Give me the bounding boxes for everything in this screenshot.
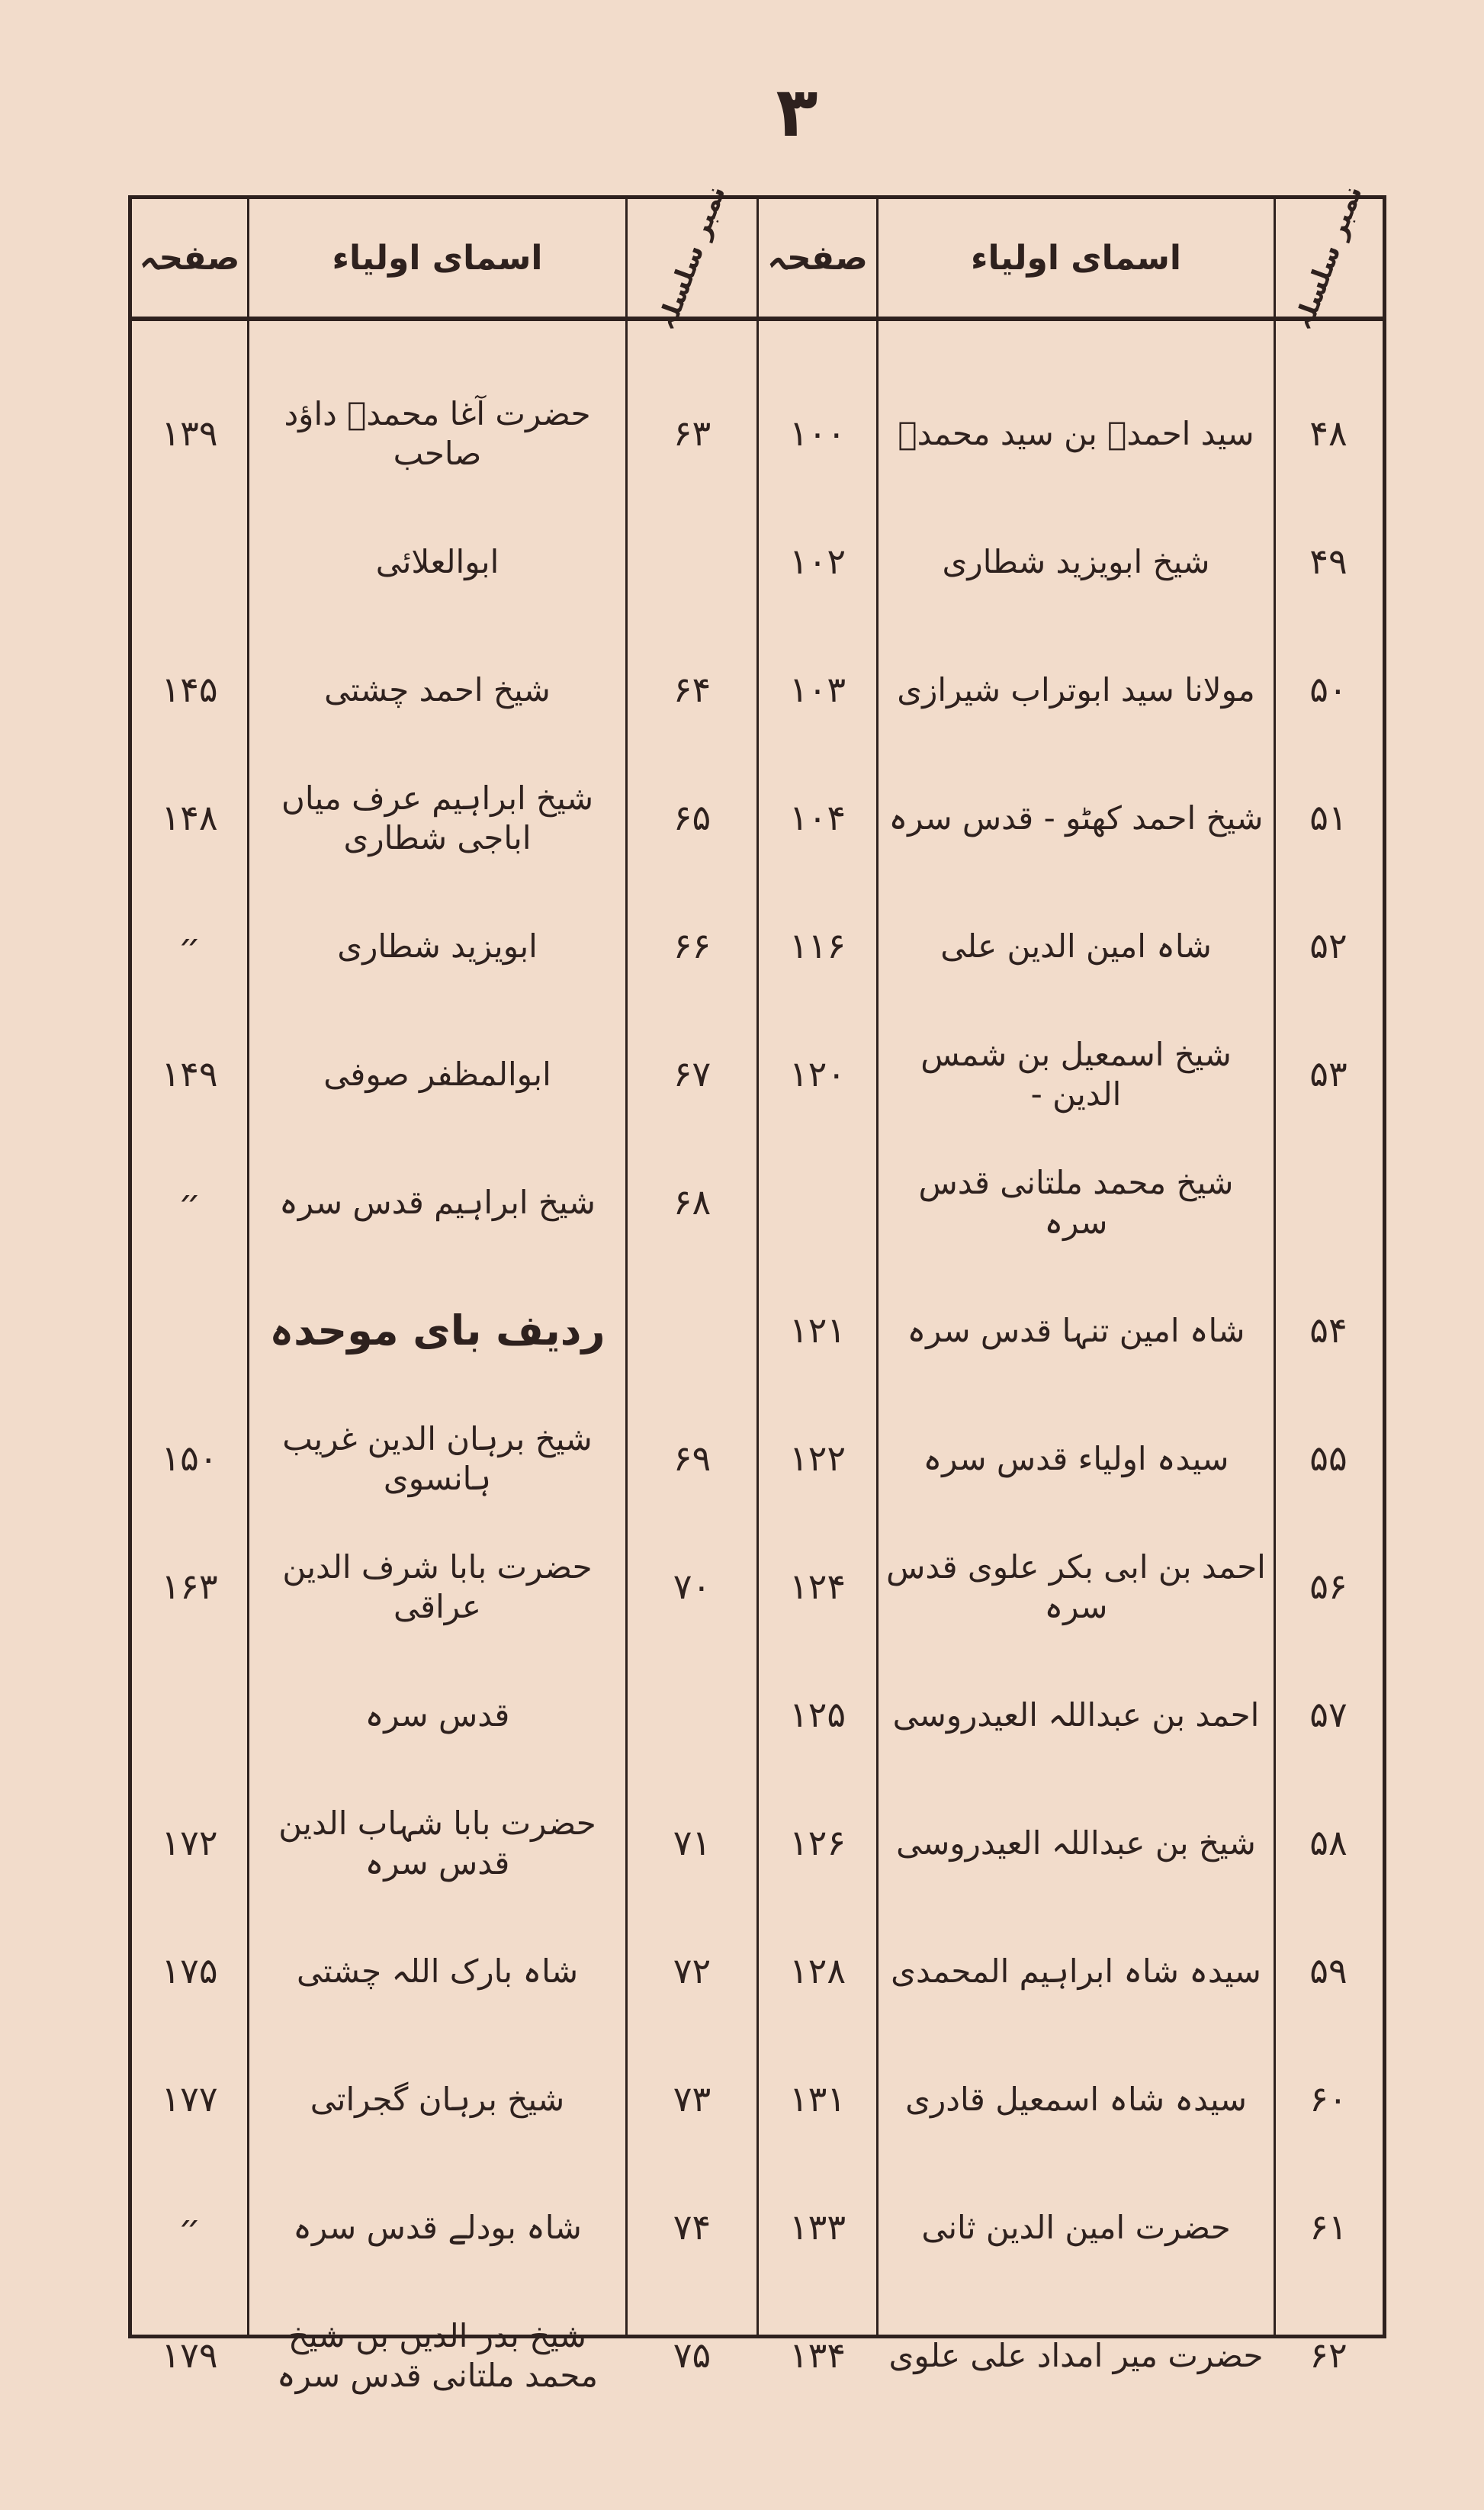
table-row — [132, 498, 1383, 626]
cell-right-serial: ۶۲ — [1309, 2335, 1347, 2377]
cell-right-serial: ۵۲ — [1309, 925, 1347, 967]
cell-right-page: ۱۰۰ — [789, 413, 846, 455]
cell-left-name: قدس سرہ — [365, 1695, 510, 1734]
cell-right-serial: ۵۸ — [1309, 1822, 1347, 1864]
header-names-right: اسمای اولیاء — [876, 199, 1274, 317]
cell-left-page: ۱۷۵ — [161, 1950, 218, 1992]
cell-left-serial: ۶۷ — [673, 1053, 711, 1095]
cell-left-page: ۱۵۰ — [161, 1438, 218, 1480]
cell-left-serial: ۶۳ — [673, 413, 711, 455]
cell-right-serial: ۵۶ — [1309, 1566, 1347, 1608]
cell-left-page: ۱۳۹ — [161, 413, 218, 455]
cell-right-name: احمد بن عبداللہ العیدروسی — [892, 1695, 1260, 1734]
cell-right-name: مولانا سید ابوتراب شیرازی — [897, 670, 1255, 709]
header-page-right: صفحہ — [756, 199, 876, 317]
cell-left-name: ابوالمظفر صوفی — [323, 1055, 551, 1093]
table-row — [132, 370, 1383, 498]
cell-left-page — [132, 1651, 247, 1779]
cell-right-page: ۱۳۴ — [789, 2335, 846, 2377]
cell-left-serial: ۷۳ — [673, 2078, 711, 2120]
cell-right-name: شاہ امین تنہا قدس سرہ — [907, 1311, 1245, 1349]
cell-right-name: سیدہ شاہ اسمعیل قادری — [905, 2080, 1247, 2118]
cell-right-serial: ۶۰ — [1309, 2078, 1347, 2120]
cell-left-name: شیخ برہان گجراتی — [310, 2080, 565, 2118]
cell-left-name: شاہ بارک اللہ چشتی — [296, 1952, 579, 1990]
cell-left-serial: ۷۲ — [673, 1950, 711, 1992]
cell-right-page: ۱۰۲ — [789, 541, 846, 583]
cell-left-name: شیخ برہان الدین غریب ہانسوی — [282, 1419, 593, 1497]
cell-right-name: شیخ ابویزید شطاری — [942, 542, 1210, 580]
table-row — [132, 1907, 1383, 2036]
cell-right-page: ۱۰۳ — [789, 669, 846, 711]
cell-right-name: شیخ احمد کھٹو - قدس سرہ — [888, 799, 1264, 837]
cell-left-page: ۱۴۵ — [161, 669, 218, 711]
cell-right-serial: ۴۹ — [1309, 541, 1347, 583]
cell-left-name: شیخ ابراہیم قدس سرہ — [279, 1183, 596, 1221]
table-row — [132, 2292, 1383, 2420]
cell-left-name: شیخ ابراہیم عرف میاں اباجی شطاری — [281, 779, 594, 856]
cell-left-serial — [625, 1651, 756, 1779]
table-row — [132, 2164, 1383, 2292]
cell-right-serial: ۵۰ — [1309, 669, 1347, 711]
cell-right-page: ۱۱۶ — [789, 925, 846, 967]
cell-left-page: ۱۷۷ — [161, 2078, 218, 2120]
cell-left-name: ردیف بای موحدہ — [269, 1306, 605, 1355]
cell-right-serial: ۵۴ — [1309, 1310, 1347, 1351]
cell-right-page: ۱۳۳ — [789, 2206, 846, 2248]
cell-right-serial: ۵۱ — [1309, 797, 1347, 839]
cell-right-name: حضرت میر امداد علی علوی — [888, 2336, 1264, 2374]
table-row — [132, 1651, 1383, 1779]
cell-left-serial: ۶۹ — [673, 1438, 711, 1480]
cell-right-page: ۱۲۰ — [789, 1053, 846, 1095]
cell-left-page — [132, 498, 247, 626]
cell-right-serial: ۵۹ — [1309, 1950, 1347, 1992]
contents-table — [128, 181, 1386, 2394]
cell-right-page: ۱۲۱ — [789, 1310, 846, 1351]
cell-left-serial: ۷۱ — [673, 1822, 711, 1864]
cell-left-name: شاہ بودلے قدس سرہ — [293, 2208, 582, 2246]
cell-right-serial: ۵۵ — [1309, 1438, 1347, 1480]
cell-left-name: شیخ احمد چشتی — [324, 670, 551, 709]
cell-right-name: سیدہ شاہ ابراہیم المحمدی — [891, 1952, 1261, 1990]
cell-right-page: ۱۲۲ — [789, 1438, 846, 1480]
table-row — [132, 1139, 1383, 1267]
header-serial-left-label: نمبر سلسلہ — [651, 181, 732, 334]
table-body — [132, 317, 1383, 2394]
header-serial-right — [1274, 181, 1381, 334]
cell-right-name: شیخ محمد ملتانی قدس سرہ — [918, 1163, 1234, 1241]
cell-right-name: سید احمدؒ بن سید محمدؒ — [898, 414, 1254, 452]
cell-left-serial: ۷۴ — [673, 2206, 711, 2248]
cell-right-serial: ۵۳ — [1309, 1053, 1347, 1095]
table-row — [132, 1011, 1383, 1139]
cell-right-name: سیدہ اولیاء قدس سرہ — [923, 1439, 1229, 1477]
cell-left-page: ״ — [178, 2206, 201, 2248]
cell-left-name: حضرت بابا شرف الدین عراقی — [282, 1547, 593, 1625]
table-row — [132, 2036, 1383, 2164]
cell-left-serial: ۷۰ — [673, 1566, 711, 1608]
table-row — [132, 1779, 1383, 1907]
cell-right-page: ۱۲۸ — [789, 1950, 846, 1992]
table-row — [132, 626, 1383, 754]
cell-left-name: ابویزید شطاری — [337, 927, 538, 965]
header-names-left: اسمای اولیاء — [247, 199, 625, 317]
cell-right-serial — [1274, 1139, 1381, 1267]
cell-left-serial — [625, 1267, 756, 1395]
cell-right-page: ۱۳۱ — [789, 2078, 846, 2120]
cell-left-page: ۱۴۹ — [161, 1053, 218, 1095]
cell-left-name: ابوالعلائی — [375, 542, 499, 580]
cell-right-serial: ۵۷ — [1309, 1694, 1347, 1736]
cell-left-name: حضرت آغا محمدؒ داؤد صاحب — [284, 394, 591, 472]
header-page-left: صفحہ — [139, 238, 240, 278]
cell-left-name: حضرت بابا شہاب الدین قدس سرہ — [278, 1804, 596, 1882]
cell-right-page: ۱۲۴ — [789, 1566, 846, 1608]
cell-left-page: ۱۶۳ — [161, 1566, 218, 1608]
cell-left-serial: ۶۵ — [673, 797, 711, 839]
header-serial-right-label: نمبر سلسلہ — [1288, 181, 1369, 334]
cell-left-page: ۱۷۲ — [161, 1822, 218, 1864]
table-row — [132, 1395, 1383, 1523]
cell-right-serial: ۴۸ — [1309, 413, 1347, 455]
cell-right-name: شیخ اسمعیل بن شمس الدین - — [920, 1035, 1232, 1113]
cell-left-serial: ۷۵ — [673, 2335, 711, 2377]
table-row — [132, 882, 1383, 1011]
cell-left-serial: ۶۸ — [673, 1181, 711, 1223]
table-row — [132, 1267, 1383, 1395]
cell-right-name: شاہ امین الدین علی — [940, 927, 1212, 965]
cell-right-name: شیخ بن عبداللہ العیدروسی — [896, 1824, 1256, 1862]
cell-right-page — [756, 1139, 876, 1267]
cell-right-page: ۱۲۵ — [789, 1694, 846, 1736]
header-serial-left — [625, 181, 756, 334]
table-rows — [132, 370, 1383, 2420]
cell-right-page: ۱۰۴ — [789, 797, 846, 839]
cell-right-name: حضرت امین الدین ثانی — [921, 2208, 1231, 2246]
cell-left-page: ״ — [178, 1181, 201, 1223]
table-row — [132, 1523, 1383, 1651]
table-header — [132, 181, 1383, 334]
page-number: ۳ — [776, 72, 818, 153]
cell-right-page: ۱۲۶ — [789, 1822, 846, 1864]
cell-left-serial — [625, 498, 756, 626]
cell-left-page — [132, 1267, 247, 1395]
table-row — [132, 754, 1383, 882]
cell-left-page: ״ — [178, 925, 201, 967]
cell-left-serial: ۶۶ — [673, 925, 711, 967]
cell-left-serial: ۶۴ — [673, 669, 711, 711]
cell-right-serial: ۶۱ — [1309, 2206, 1347, 2248]
cell-left-name: شیخ بدر الدین بن شیخ محمد ملتانی قدس سرہ — [277, 2316, 598, 2394]
cell-right-name: احمد بن ابی بکر علوی قدس سرہ — [886, 1547, 1266, 1625]
cell-left-page: ۱۷۹ — [161, 2335, 218, 2377]
cell-left-page: ۱۴۸ — [161, 797, 218, 839]
